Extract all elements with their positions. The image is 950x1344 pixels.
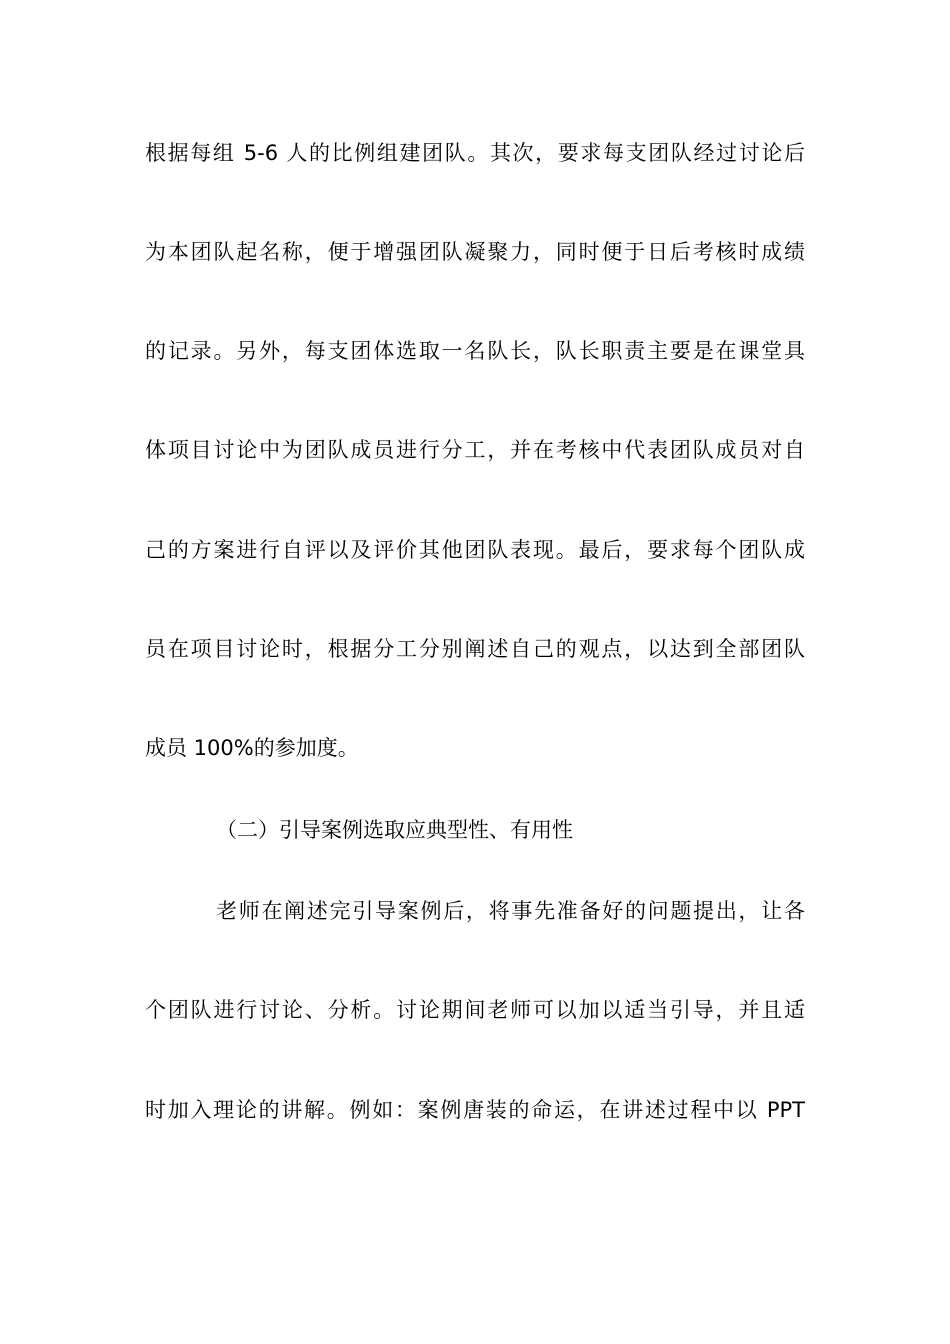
text-line: 己的方案进行自评以及评价其他团队表现。最后，要求每个团队成 — [145, 538, 805, 562]
text-line: 员在项目讨论时，根据分工分别阐述自己的观点，以达到全部团队 — [145, 637, 805, 661]
text-line: 体项目讨论中为团队成员进行分工，并在考核中代表团队成员对自 — [145, 438, 805, 462]
section-heading: （二）引导案例选取应典型性、有用性 — [216, 818, 573, 842]
text-line: 的记录。另外，每支团体选取一名队长，队长职责主要是在课堂具 — [145, 339, 805, 363]
text-line: 时加入理论的讲解。例如：案例唐装的命运，在讲述过程中以 PPT — [145, 1098, 805, 1122]
text-line: 成员 100%的参加度。 — [145, 736, 359, 760]
text-line: 为本团队起名称，便于增强团队凝聚力，同时便于日后考核时成绩 — [145, 240, 805, 264]
text-line: 个团队进行讨论、分析。讨论期间老师可以加以适当引导，并且适 — [145, 998, 805, 1022]
text-line: 根据每组 5-6 人的比例组建团队。其次，要求每支团队经过讨论后 — [145, 141, 805, 165]
text-line: 老师在阐述完引导案例后，将事先准备好的问题提出，让各 — [216, 899, 805, 923]
